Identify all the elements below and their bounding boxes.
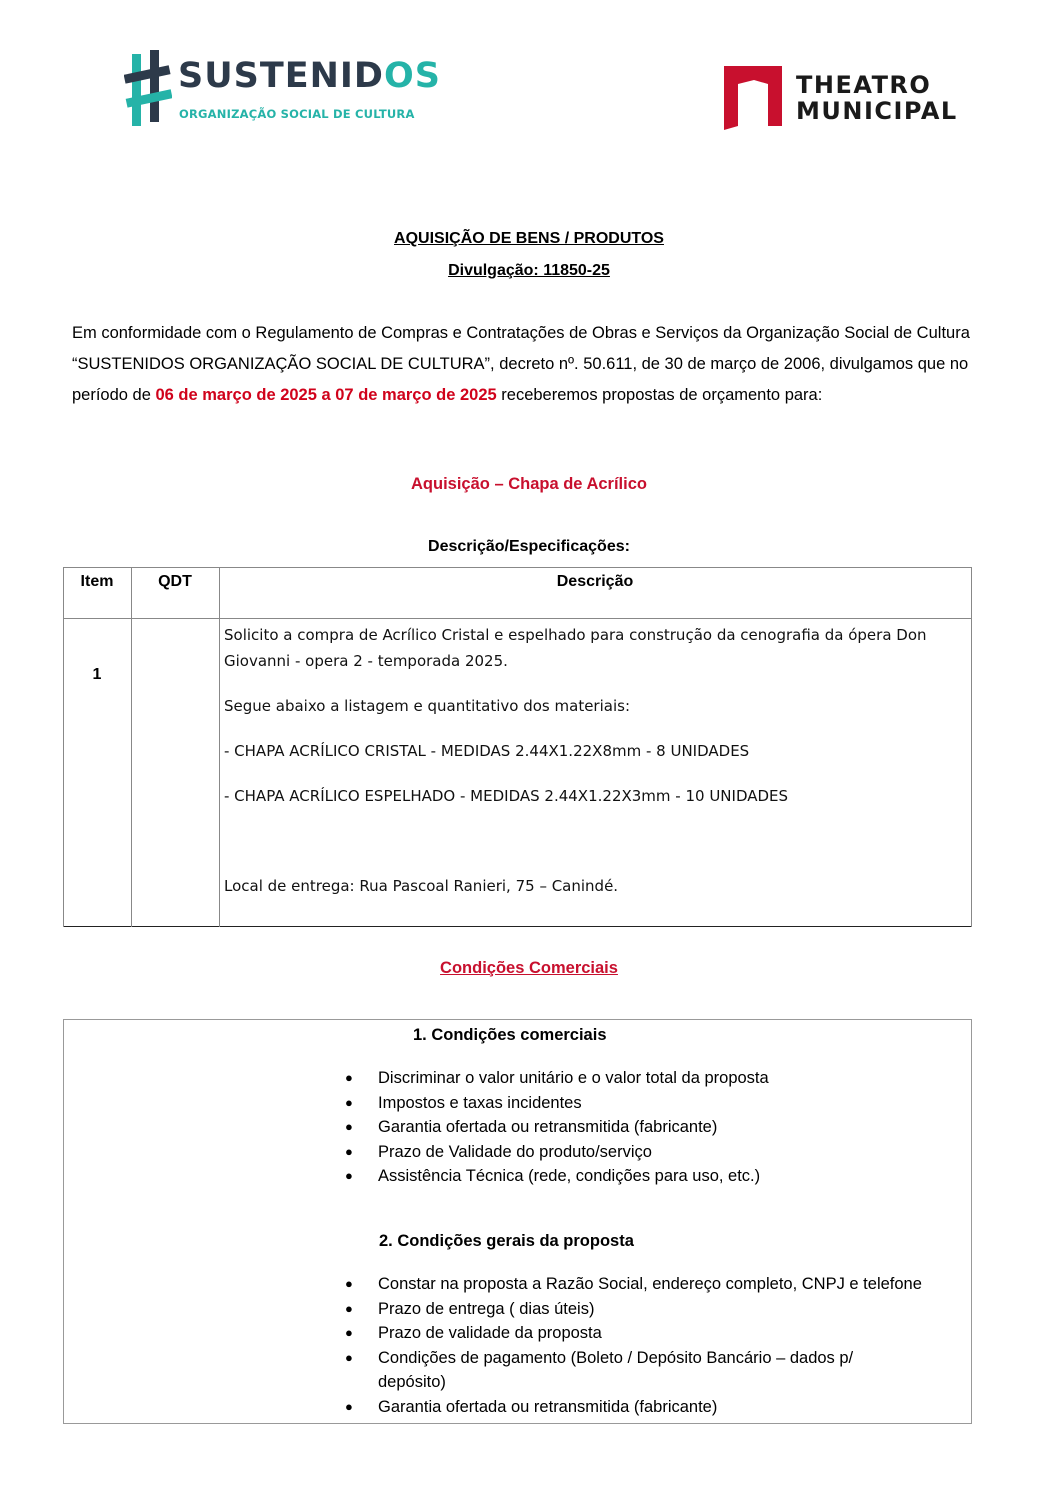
page-title: AQUISIÇÃO DE BENS / PRODUTOS xyxy=(394,230,664,247)
header-description: Descrição xyxy=(556,573,634,590)
sustenidos-logo xyxy=(124,50,441,130)
acquisition-title: Aquisição – Chapa de Acrílico xyxy=(411,475,647,493)
header-qty: QDT xyxy=(158,573,192,590)
bullet-icon: ● xyxy=(345,1349,353,1365)
header-item: Item xyxy=(80,573,114,590)
bullet-icon: ● xyxy=(345,1143,353,1159)
material-item: - CHAPA ACRÍLICO CRISTAL - MEDIDAS 2.44X1.22X8mm - 8 UNIDADES xyxy=(224,742,750,760)
list-item: ● Discriminar o valor unitário e o valor total da proposta xyxy=(64,1066,973,1091)
bullet-icon: ● xyxy=(345,1094,353,1110)
list-item: ● Prazo de validade da proposta xyxy=(64,1321,973,1346)
logo-line-2: MUNICIPAL xyxy=(796,97,958,125)
specs-table xyxy=(63,567,972,927)
list-item: ● Garantia ofertada ou retransmitida (fabricante) xyxy=(64,1115,973,1140)
bullet-icon: ● xyxy=(345,1300,353,1316)
theatro-municipal-logo xyxy=(724,64,964,130)
specs-heading: Descrição/Especificações: xyxy=(428,538,630,555)
row-description xyxy=(224,622,966,899)
list-item: ● Constar na proposta a Razão Social, endereço completo, CNPJ e telefone xyxy=(64,1272,973,1297)
logo-tagline: ORGANIZAÇÃO SOCIAL DE CULTURA xyxy=(179,107,415,121)
general-conditions-list xyxy=(64,1272,973,1420)
bullet-icon: ● xyxy=(345,1325,353,1341)
bullet-icon: ● xyxy=(345,1398,353,1414)
list-item: ● Garantia ofertada ou retransmitida (fabricante) xyxy=(64,1395,973,1420)
logo-brand-name: SUSTENIDOS xyxy=(178,56,441,96)
section-1-title: 1. Condições comerciais xyxy=(413,1026,607,1044)
commercial-conditions-list xyxy=(64,1066,973,1189)
logo-line-1: THEATRO xyxy=(796,71,932,99)
list-item: ● Condições de pagamento (Boleto / Depósito Bancário – dados p/ depósito) xyxy=(64,1346,973,1395)
bullet-icon: ● xyxy=(345,1070,353,1085)
material-item: - CHAPA ACRÍLICO ESPELHADO - MEDIDAS 2.44X1.22X3mm - 10 UNIDADES xyxy=(224,787,789,805)
list-item: ● Assistência Técnica (rede, condições para uso, etc.) xyxy=(64,1164,973,1189)
proposal-period: 06 de março de 2025 a 07 de março de 2025 xyxy=(155,386,497,404)
intro-paragraph: Em conformidade com o Regulamento de Compras e Contratações de Obras e Serviços da Organização Social de Cultura “SUSTENIDOS ORGANIZAÇÃO SOCIAL DE CULTURA”, decreto nº. 50.611, de 30 de março de 2006, divulgamos que no período de 06 de março de 2025 a 07 de março de 2025 receberemos propostas de orçamento para: xyxy=(72,324,970,404)
delivery-location: Local de entrega: Rua Pascoal Ranieri, 75 – Canindé. xyxy=(224,877,619,895)
list-item: ● Prazo de entrega ( dias úteis) xyxy=(64,1297,973,1322)
disclosure-number: Divulgação: 11850-25 xyxy=(448,262,610,279)
theatro-arch-icon xyxy=(724,64,784,130)
conditions-box xyxy=(63,1019,972,1424)
row-item-number: 1 xyxy=(92,666,102,683)
section-2-title: 2. Condições gerais da proposta xyxy=(379,1232,634,1250)
description-line: Solicito a compra de Acrílico Cristal e espelhado para construção da cenografia da ópera Don Giovanni - opera 2 - temporada 2025. xyxy=(224,626,927,670)
bullet-icon: ● xyxy=(345,1168,353,1184)
list-item: ● Impostos e taxas incidentes xyxy=(64,1091,973,1116)
bullet-icon: ● xyxy=(345,1276,353,1291)
list-item: ● Prazo de Validade do produto/serviço xyxy=(64,1140,973,1165)
bullet-icon: ● xyxy=(345,1119,353,1135)
commercial-heading: Condições Comerciais xyxy=(440,959,618,977)
hashtag-logo-icon xyxy=(124,50,172,128)
description-line: Segue abaixo a listagem e quantitativo dos materiais: xyxy=(224,697,630,715)
